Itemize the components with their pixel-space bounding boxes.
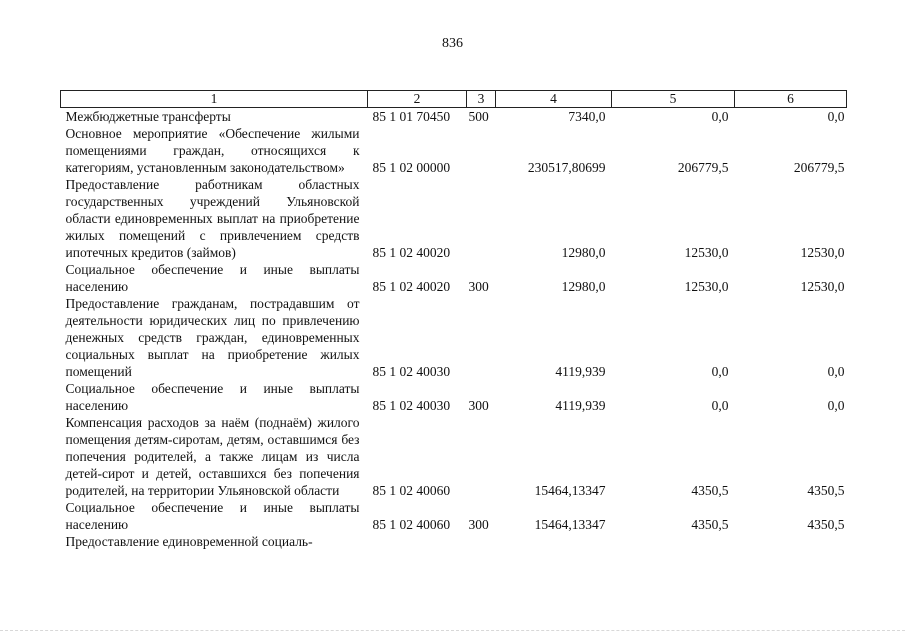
row-name: Социальное обеспечение и иные выплаты населению — [65, 262, 360, 294]
row-col5: 4350,5 — [691, 483, 729, 498]
row-vr — [467, 125, 496, 176]
row-col5 — [612, 533, 735, 550]
row-vr — [467, 295, 496, 380]
header-row — [61, 91, 847, 108]
row-name: Социальное обеспечение и иные выплаты населению — [65, 500, 360, 532]
row-col5: 206779,5 — [677, 160, 729, 175]
table-row — [61, 533, 847, 550]
header-col-3: 3 — [467, 91, 496, 108]
row-vr: 300 — [468, 279, 489, 294]
row-col6: 0,0 — [827, 398, 845, 413]
row-vr — [467, 176, 496, 261]
row-col6: 0,0 — [827, 364, 845, 379]
row-col5: 12530,0 — [684, 245, 729, 260]
row-col4: 7340,0 — [568, 109, 606, 124]
budget-table — [60, 90, 847, 550]
row-name: Компенсация расходов за наём (поднаём) жилого помещения детям-сиротам, детям, оставшимся без попечения родителей, а также лицам из числа детей-сирот и детей, оставшихся без попечения родителей, на территории Ульяновской области — [65, 415, 360, 498]
row-code: 85 1 02 40030 — [372, 364, 451, 379]
row-col6: 0,0 — [827, 109, 845, 124]
scan-edge-divider — [0, 630, 905, 634]
header-col-4: 4 — [496, 91, 612, 108]
row-col4: 230517,80699 — [527, 160, 606, 175]
table-row — [61, 125, 847, 176]
row-col4: 4119,939 — [555, 398, 606, 413]
header-col-5: 5 — [612, 91, 735, 108]
table-row — [61, 261, 847, 295]
row-vr: 500 — [468, 109, 489, 124]
row-col6: 12530,0 — [800, 245, 845, 260]
row-col6: 4350,5 — [807, 483, 845, 498]
row-col5: 0,0 — [711, 109, 729, 124]
table-row — [61, 380, 847, 414]
row-code: 85 1 02 40030 — [372, 398, 451, 413]
row-col4: 4119,939 — [555, 364, 606, 379]
row-col4: 12980,0 — [561, 245, 606, 260]
row-col5: 4350,5 — [691, 517, 729, 532]
row-vr: 300 — [468, 398, 489, 413]
row-code: 85 1 02 40020 — [372, 245, 451, 260]
row-col4 — [496, 533, 612, 550]
row-vr — [467, 533, 496, 550]
row-name: Предоставление гражданам, пострадавшим от деятельности юридических лиц по привлечению денежных средств граждан, единовременных социальных выплат на приобретение жилых помещений — [65, 296, 360, 379]
row-col6: 12530,0 — [800, 279, 845, 294]
row-code: 85 1 01 70450 — [372, 109, 451, 124]
table-row — [61, 499, 847, 533]
row-col6 — [735, 533, 847, 550]
row-col5: 0,0 — [711, 364, 729, 379]
row-col4: 15464,13347 — [534, 483, 606, 498]
row-code: 85 1 02 40060 — [372, 483, 451, 498]
row-vr: 300 — [468, 517, 489, 532]
row-name: Предоставление единовременной социаль- — [65, 534, 313, 549]
row-code: 85 1 02 40020 — [372, 279, 451, 294]
header-col-1: 1 — [61, 91, 368, 108]
row-code: 85 1 02 40060 — [372, 517, 451, 532]
table-row — [61, 108, 847, 126]
row-col5: 0,0 — [711, 398, 729, 413]
table-body — [61, 108, 847, 551]
row-vr — [467, 414, 496, 499]
row-code — [368, 533, 467, 550]
page-number: 836 — [442, 36, 463, 51]
row-name: Социальное обеспечение и иные выплаты населению — [65, 381, 360, 413]
row-name: Межбюджетные трансферты — [65, 109, 231, 124]
header-col-6: 6 — [735, 91, 847, 108]
table-row — [61, 176, 847, 261]
row-code: 85 1 02 00000 — [372, 160, 451, 175]
row-col6: 4350,5 — [807, 517, 845, 532]
header-col-2: 2 — [368, 91, 467, 108]
row-col4: 12980,0 — [561, 279, 606, 294]
table-header — [61, 91, 847, 108]
row-name: Основное мероприятие «Обеспечение жилыми помещениями граждан, относящихся к категориям, установленным законодательством» — [65, 126, 360, 175]
table-row — [61, 295, 847, 380]
row-col5: 12530,0 — [684, 279, 729, 294]
row-col4: 15464,13347 — [534, 517, 606, 532]
row-name: Предоставление работникам областных государственных учреждений Ульяновской области единовременных выплат на приобретение жилых помещений с привлечением средств ипотечных кредитов (займов) — [65, 177, 360, 260]
row-col6: 206779,5 — [793, 160, 845, 175]
table-row — [61, 414, 847, 499]
